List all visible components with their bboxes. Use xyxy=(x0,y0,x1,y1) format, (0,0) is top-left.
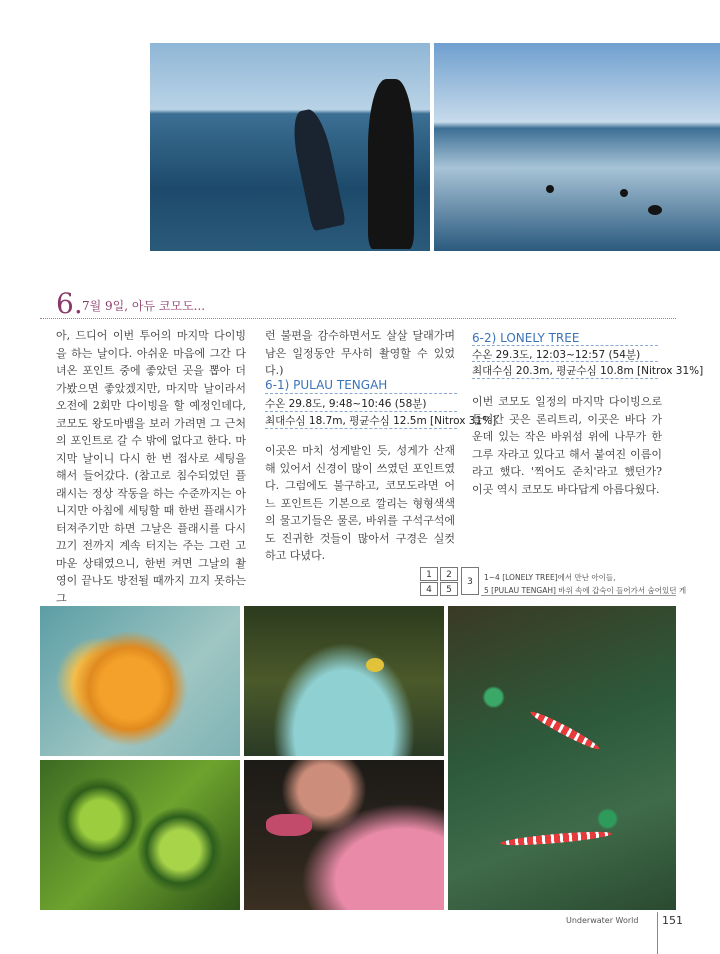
section-title: 7월 9일, 아듀 코모도... xyxy=(82,299,206,313)
photo-index-cell: 3 xyxy=(461,567,479,595)
dashed-divider xyxy=(265,393,457,394)
fish-blenny xyxy=(366,658,384,672)
photo-caption-line-1: 1~4 [LONELY TREE]에서 만난 아이들, xyxy=(484,573,616,582)
photo-green-coral xyxy=(40,760,240,910)
photo-crab-in-rock xyxy=(244,760,444,910)
crab xyxy=(266,814,312,836)
swimmer-head xyxy=(546,185,554,193)
photo-caption-line-2: 5 [PULAU TENGAH] 바위 속에 갑숙이 들어가서 숨어있던 게 xyxy=(484,586,687,595)
paragraph: 런 불편을 감수하면서도 살살 달래가며 남은 일정동안 무사히 촬영할 수 있었다.) xyxy=(265,329,455,377)
dive-info-line-2: 최대수심 20.3m, 평균수심 10.8m [Nitrox 31%] xyxy=(472,365,704,377)
diver-standing-silhouette xyxy=(368,79,414,249)
dashed-divider xyxy=(265,411,457,412)
swimmer-head xyxy=(648,205,662,215)
swimmer-head xyxy=(620,189,628,197)
magazine-name: Underwater World xyxy=(566,916,639,925)
photo-gobies-on-coral xyxy=(448,606,676,910)
photo-index-cell: 4 xyxy=(420,582,438,596)
fish-goby xyxy=(528,708,601,753)
fish-goby xyxy=(500,829,612,848)
subsection-title-lonely-tree: 6-2) LONELY TREE xyxy=(472,331,580,345)
photo-christmas-tree-worm xyxy=(40,606,240,756)
photo-index-cell: 5 xyxy=(440,582,458,596)
dashed-divider xyxy=(472,345,658,346)
photo-blenny-on-coral xyxy=(244,606,444,756)
paragraph: 이곳은 마치 성게밭인 듯, 성게가 산재해 있어서 신경이 많이 쓰였던 포인트였다. 그럼에도 불구하고, 코모도라면 어느 포인트든 기본으로 깔리는 형형색색의 물고기들은 물론, 바위를 구석구석에도 진귀한 것들이 많아서 구경은 실컷 하고 다녔다. xyxy=(265,444,455,562)
footer-divider xyxy=(657,912,658,954)
dive-info-line-1: 수온 29.8도, 9:48~10:46 (58분) xyxy=(265,398,427,410)
photo-index-cell: 2 xyxy=(440,567,458,581)
body-column-2-body xyxy=(265,442,455,565)
paragraph: 아, 드디어 이번 투어의 마지막 다이빙을 하는 날이다. 아쉬운 마음에 그간 다녀온 포인트 중에 좋았던 곳을 뽑아 더 가봤으면 좋았겠지만, 마지막 날이라서 오전에 2회만 다이빙을 할 예정인데다, 코모도 왕도마뱀을 보러 가려면 그 근처의 포인트로 갈 수 밖에 없다고 한다. 마지막 날이니 다시 한 번 접사로 세팅을 해서 들어갔다. (참고로 침수되었던 플래시는 정상 작동을 하는 수준까지는 아니지만 아침에 세팅할 때 한번 플래시가 터져주기만 하면 그날은 플래시를 다시 끄기 전까지 계속 터지는 주는 그런 고마운 상태였으니, 한번 켜면 그날의 촬영이 끝나도 방전될 때까지 끄지 못하는 그 xyxy=(56,329,246,605)
dashed-divider xyxy=(472,378,658,379)
body-column-1 xyxy=(56,327,246,607)
photo-index-cell: 1 xyxy=(420,567,438,581)
page-number: 151 xyxy=(662,914,683,927)
photo-divers-boat xyxy=(150,43,430,251)
paragraph: 이번 코모도 일정의 마지막 다이빙으로 들어간 곳은 론리트리, 이곳은 바다 가운데 있는 작은 바위섬 위에 나무가 한그루 자라고 있다고 해서 붙여진 이름이라고 했다. '찍어도 준치'라고 했던가? 이곳 역시 코모도 바다답게 아름다웠다. xyxy=(472,395,662,496)
dive-info-line-1: 수온 29.3도, 12:03~12:57 (54분) xyxy=(472,349,641,361)
body-column-2 xyxy=(265,327,455,380)
dashed-divider xyxy=(265,428,457,429)
caption-divider xyxy=(481,595,676,596)
subsection-title-pulau-tengah: 6-1) PULAU TENGAH xyxy=(265,378,388,392)
dive-info-line-2: 최대수심 18.7m, 평균수심 12.5m [Nitrox 31%] xyxy=(265,415,497,427)
body-column-3 xyxy=(472,393,662,498)
section-divider xyxy=(40,318,676,319)
dashed-divider xyxy=(472,361,658,362)
photo-sea-surface xyxy=(434,43,720,251)
section-number: 6. xyxy=(56,287,83,320)
diver-jumping-silhouette xyxy=(288,107,346,231)
